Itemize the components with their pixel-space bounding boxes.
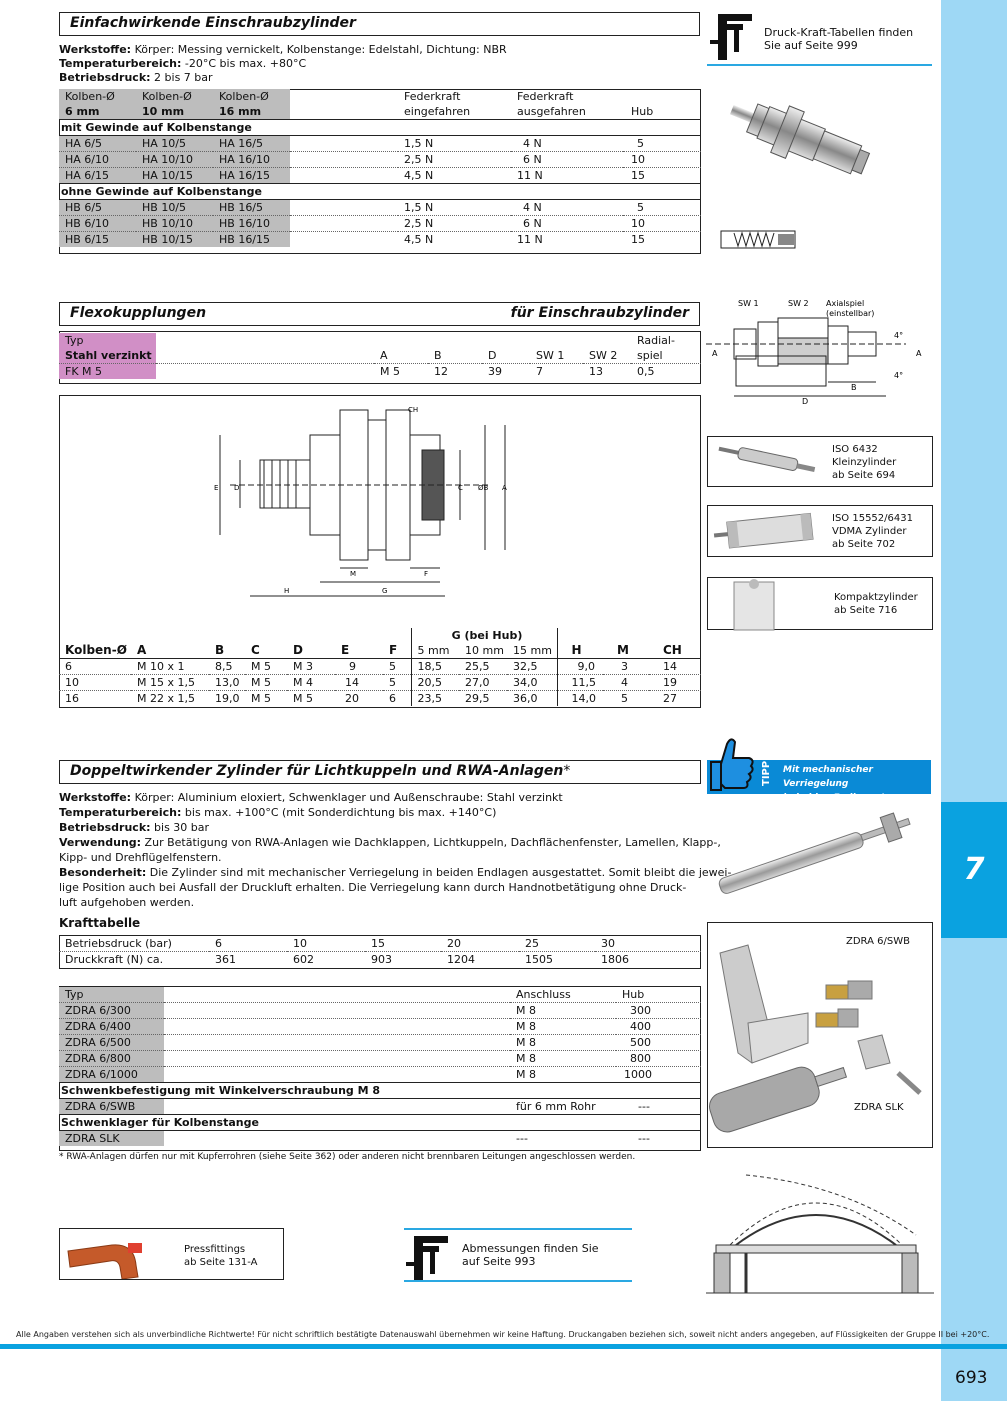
flexokupplung-drawing xyxy=(706,296,936,414)
dim-label: SW 2 xyxy=(788,299,809,308)
ref-text: ISO 15552/6431 VDMA Zylinder ab Seite 702 xyxy=(832,513,913,550)
table-row: ZDRA 6/500 M 8 500 xyxy=(59,1035,701,1051)
g-header: G (bei Hub) xyxy=(411,628,557,643)
tipp-banner xyxy=(707,760,931,803)
dim-label: Axialspiel xyxy=(826,299,865,308)
dim-label: F xyxy=(424,570,429,578)
thumbs-up-icon xyxy=(709,734,759,794)
col-header: F xyxy=(389,643,398,657)
spec-line: Temperaturbereich: -20°C bis max. +80°C xyxy=(59,57,307,70)
info-line: Abmessungen finden Sie xyxy=(462,1242,599,1255)
rwa-zylinder-photo xyxy=(708,806,938,896)
dim-label: A xyxy=(712,349,718,358)
dim-label: G xyxy=(382,587,388,595)
dim-label: (einstellbar) xyxy=(826,309,875,318)
table-row: ZDRA 6/400 M 8 400 xyxy=(59,1019,701,1035)
dim-label: C xyxy=(458,484,463,492)
header-cell: 6 mm xyxy=(59,104,136,120)
accessories-photo xyxy=(708,923,932,1147)
col-header: SW 2 xyxy=(583,348,631,364)
dim-label: D xyxy=(802,397,809,406)
header-cell: ausgefahren xyxy=(511,104,623,120)
header-cell: Kolben-Ø xyxy=(213,89,290,104)
header-cell: eingefahren xyxy=(398,104,511,120)
caliper-icon xyxy=(710,10,758,62)
table-row: 10 M 15 x 1,5 13,0 M 5 M 4 14 5 20,5 27,0 34,0 11,5 4 19 xyxy=(59,675,701,691)
table-row: ZDRA 6/800 M 8 800 xyxy=(59,1051,701,1067)
dim-label: D xyxy=(234,484,240,492)
dim-label: ØB xyxy=(478,484,489,492)
label-slk: ZDRA SLK xyxy=(854,1102,904,1113)
dim-label: A xyxy=(502,484,507,492)
info-underline xyxy=(404,1280,632,1282)
dim-label: B xyxy=(851,383,857,392)
accessories-photo-box xyxy=(707,922,933,1148)
specs-section1 xyxy=(59,43,507,85)
group-label: mit Gewinde auf Kolbenstange xyxy=(59,120,701,136)
chapter-sidebar xyxy=(941,0,1007,1401)
ref-iso6432[interactable] xyxy=(707,436,933,487)
table-row: HA 6/10 HA 10/10 HA 16/10 2,5 N 6 N 10 xyxy=(59,152,701,168)
specs-section3: Werkstoffe: Körper: Aluminium eloxiert, Schwenklager und Außenschraube: Stahl verzinkt Temperaturbereich: bis max. +100°C (mit Sonderdichtung bis max. +140°C) Betriebsdruck: bis 30 bar Verwendung: Zur Betätigung von RWA-Anlagen wie Dachklappen, Lichtkuppeln, Dachflächenfenster, Lamellen, Klapp-, Kipp- und Drehflügelfenstern. Besonderheit: Die Zylinder sind mit mechanischer Verriegelung in beiden Endlagen ausgestattet. Somit bleibt die jewei- lige Position auch bei Ausfall der Druckluft erhalten. Die Verriegelung kann durch Handnotbetätigung ohne Druck- luft aufgehoben werden. xyxy=(59,791,732,909)
header-cell: 16 mm xyxy=(213,104,290,120)
section-title-text: Doppeltwirkender Zylinder für Lichtkuppeln und RWA-Anlagen xyxy=(70,763,564,779)
header-cell: 10 mm xyxy=(136,104,213,120)
ref-iso15552[interactable] xyxy=(707,505,933,557)
tipp-text: Mit mechanischer Verriegelung in beiden Endlagen! xyxy=(783,765,885,803)
section-title-text: Flexokupplungen xyxy=(70,305,207,321)
ref-text: ISO 6432 Kleinzylinder ab Seite 694 xyxy=(832,444,897,481)
header-cell: Hub xyxy=(623,104,701,120)
col-header: M xyxy=(617,643,629,657)
col-header: A xyxy=(374,348,428,364)
label-swb: ZDRA 6/SWB xyxy=(846,936,910,947)
info-abmessungen xyxy=(462,1242,599,1268)
info-underline xyxy=(707,64,932,66)
ref-text: Kompaktzylinder ab Seite 716 xyxy=(834,592,918,616)
dim-label: SW 1 xyxy=(738,299,759,308)
kompaktzylinder-photo xyxy=(726,574,786,634)
table-kraft-data xyxy=(59,936,701,967)
col-header: H xyxy=(571,643,582,657)
zylinder-technical-drawing xyxy=(200,400,530,610)
info-line: Druck-Kraft-Tabellen finden xyxy=(764,26,914,39)
dim-label: E xyxy=(214,484,219,492)
table-row: 6 M 10 x 1 8,5 M 5 M 3 9 5 18,5 25,5 32,5 9,0 3 14 xyxy=(59,659,701,675)
spring-icon xyxy=(720,229,800,251)
col-header: CH xyxy=(663,643,682,657)
dim-label: 4° xyxy=(894,371,904,380)
col-header: A xyxy=(137,643,147,657)
disclaimer-footer: Alle Angaben verstehen sich als unverbindliche Richtwerte! Für nicht schriftlich bestätigte Datenauswahl übernehmen wir keine Haftung. Druckangaben beziehen sich, soweit nicht anders angegeben, auf Flüssigkeiten der Gruppe II bei +20°C. xyxy=(16,1330,990,1339)
header-cell: Kolben-Ø xyxy=(136,89,213,104)
table-row: ZDRA 6/SWB für 6 mm Rohr --- xyxy=(59,1099,701,1115)
kleinzylinder-photo xyxy=(712,443,822,483)
page-number: 693 xyxy=(955,1368,988,1388)
dim-label: M xyxy=(350,570,357,578)
table-row: HB 6/15 HB 10/15 HB 16/15 4,5 N 11 N 15 xyxy=(59,232,701,248)
col-header: E xyxy=(341,643,350,657)
table-row: HA 6/15 HA 10/15 HA 16/15 4,5 N 11 N 15 xyxy=(59,168,701,184)
info-link[interactable]: Sie auf Seite 999 xyxy=(764,39,858,52)
chapter-tab[interactable]: 7 xyxy=(941,802,1007,938)
section-title-text: Einfachwirkende Einschraubzylinder xyxy=(70,15,356,31)
header-cell: Federkraft xyxy=(517,90,574,103)
info-druck-kraft xyxy=(764,26,913,52)
table-row: Betriebsdruck (bar) 6 10 15 20 25 30 xyxy=(59,936,701,952)
table-row: HB 6/5 HB 10/5 HB 16/5 1,5 N 4 N 5 xyxy=(59,200,701,216)
col-header: D xyxy=(293,643,303,657)
bottom-rule xyxy=(0,1344,1007,1349)
dim-label: 4° xyxy=(894,331,904,340)
vdma-zylinder-photo xyxy=(712,510,822,554)
caliper-icon xyxy=(406,1232,454,1284)
section-title-flexokupplungen xyxy=(59,302,700,326)
section-title-right: für Einschraubzylinder xyxy=(510,305,689,321)
table-types-data xyxy=(59,987,701,1146)
group-label: ohne Gewinde auf Kolbenstange xyxy=(59,184,701,200)
col-header: Kolben-Ø xyxy=(65,643,127,657)
footnote-mark: * xyxy=(563,763,571,779)
dim-label: CH xyxy=(408,406,419,414)
einschraubzylinder-photo xyxy=(716,95,896,195)
table-row: ZDRA 6/300 M 8 300 xyxy=(59,1003,701,1019)
col-header: Hub xyxy=(616,987,701,1003)
table-dimensions xyxy=(59,628,701,706)
ref-text: Pressfittings ab Seite 131-A xyxy=(184,1244,258,1268)
section-title-doppeltwirkend xyxy=(59,760,701,784)
spec-line: Betriebsdruck: 2 bis 7 bar xyxy=(59,71,213,84)
table-row: ZDRA SLK --- --- xyxy=(59,1131,701,1147)
radial-label: Radial- xyxy=(637,334,675,347)
col-header: 5 mm xyxy=(411,643,459,659)
table-row: FK M 5 M 5 12 39 7 13 0,5 xyxy=(59,364,701,380)
col-header: SW 1 xyxy=(530,348,583,364)
dim-label: H xyxy=(284,587,290,595)
table-row: ZDRA 6/1000 M 8 1000 xyxy=(59,1067,701,1083)
group-label: Schwenklager für Kolbenstange xyxy=(59,1115,701,1131)
col-header: Typ xyxy=(59,987,164,1003)
table-row: 16 M 22 x 1,5 19,0 M 5 M 5 20 6 23,5 29,5 36,0 14,0 5 27 xyxy=(65,692,677,705)
group-label: Schwenkbefestigung mit Winkelverschraubung M 8 xyxy=(59,1083,701,1099)
col-header: C xyxy=(251,643,260,657)
radial-label: spiel xyxy=(631,348,701,364)
col-header: 10 mm xyxy=(465,644,504,657)
footnote: * RWA-Anlagen dürfen nur mit Kupferrohren (siehe Seite 362) oder anderen nicht brennbaren Leitungen angeschlossen werden. xyxy=(59,1152,636,1162)
pressfitting-photo xyxy=(62,1231,172,1279)
spec-line: Werkstoffe: Körper: Messing vernickelt, Kolbenstange: Edelstahl, Dichtung: NBR xyxy=(59,43,507,56)
section-title-einschraubzylinder xyxy=(59,12,700,36)
header-cell: Kolben-Ø xyxy=(59,89,136,104)
col-header: B xyxy=(215,643,225,657)
header-cell: Federkraft xyxy=(404,90,461,103)
material-label: Stahl verzinkt xyxy=(59,348,156,364)
table-row: HA 6/5 HA 10/5 HA 16/5 1,5 N 4 N 5 xyxy=(59,136,701,152)
krafttabelle-title: Krafttabelle xyxy=(59,916,141,930)
table-einschraubzylinder-data xyxy=(59,89,701,247)
col-header: 15 mm xyxy=(507,643,557,659)
table-flexo-data xyxy=(59,333,701,379)
col-header: D xyxy=(482,348,530,364)
tipp-badge: TIPP xyxy=(761,760,772,786)
info-link[interactable]: auf Seite 993 xyxy=(462,1255,536,1268)
table-row: Druckkraft (N) ca. 361 602 903 1204 1505 1806 xyxy=(65,953,629,966)
lichtkuppel-drawing xyxy=(706,1165,934,1300)
col-header: B xyxy=(428,348,482,364)
typ-label: Typ xyxy=(59,333,156,348)
dim-label: A xyxy=(916,349,922,358)
ref-kompaktzylinder[interactable] xyxy=(707,577,933,630)
ref-pressfittings[interactable] xyxy=(59,1228,284,1280)
info-topline xyxy=(404,1228,632,1230)
table-row: HB 6/10 HB 10/10 HB 16/10 2,5 N 6 N 10 xyxy=(59,216,701,232)
col-header: Anschluss xyxy=(510,987,616,1003)
